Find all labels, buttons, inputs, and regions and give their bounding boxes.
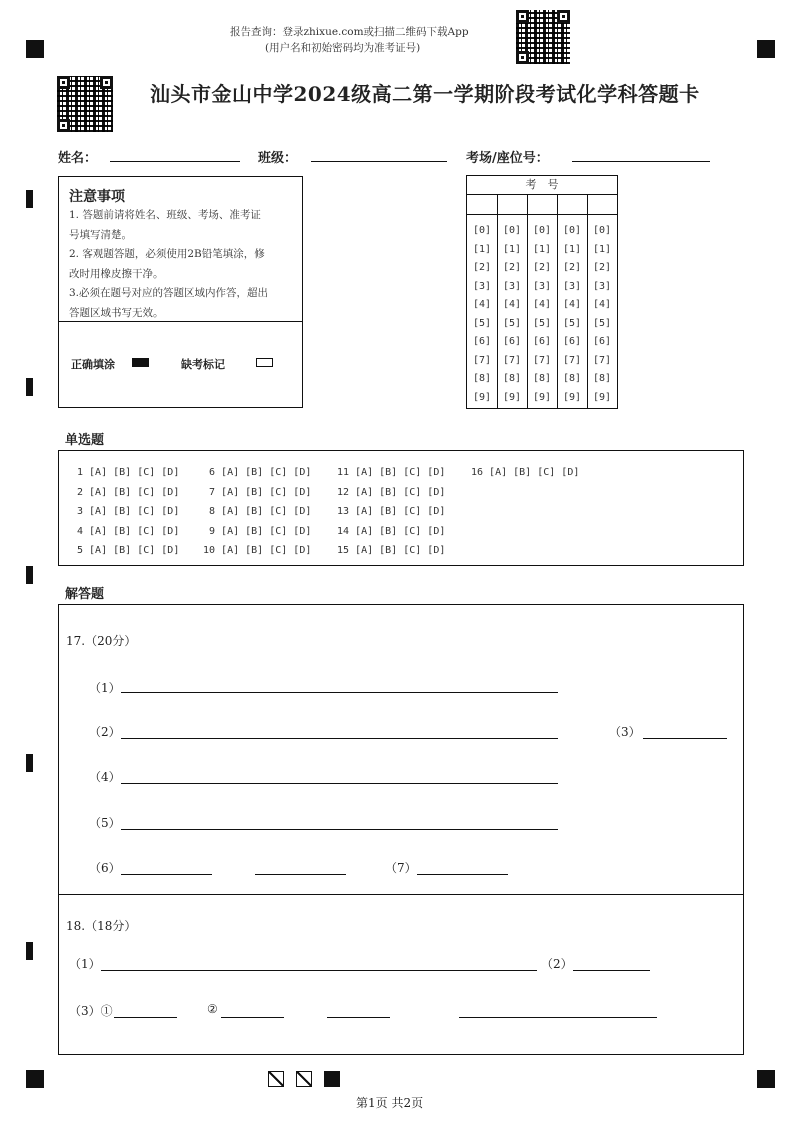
exam-digit-bubble[interactable]: [1] [592, 243, 612, 255]
page-title: 汕头市金山中学2024级高二第一学期阶段考试化学科答题卡 [150, 82, 700, 106]
notice-line: 2. 客观题答题，必须使用2B铅笔填涂，修 [69, 248, 265, 260]
exam-digit-bubble[interactable]: [1] [472, 243, 492, 255]
q17-part-6-answer-line-a[interactable] [121, 874, 212, 875]
exam-digit-bubble[interactable]: [9] [592, 391, 612, 403]
q18-part-3-4-answer-line[interactable] [459, 1017, 657, 1018]
q17-part-5-label: （5） [89, 816, 121, 830]
timing-mark [26, 942, 33, 960]
exam-digit-bubble[interactable]: [0] [502, 225, 522, 236]
mc-question-row[interactable]: 11 [A] [B] [C] [D] [337, 467, 446, 478]
exam-digit-bubble[interactable]: [8] [502, 373, 522, 384]
page-type-mark-filled [324, 1071, 340, 1087]
exam-digit-bubble[interactable]: [7] [592, 354, 612, 366]
mc-question-row[interactable]: 2 [A] [B] [C] [D] [77, 486, 180, 498]
q17-part-7-answer-line[interactable] [417, 874, 508, 875]
exam-digit-bubble[interactable]: [8] [532, 373, 552, 384]
q18-part-2-answer-line[interactable] [573, 970, 650, 971]
notice-line: 答题区域书写无效。 [69, 306, 164, 319]
mc-question-row[interactable]: 3 [A] [B] [C] [D] [77, 506, 180, 517]
page-type-mark-hatched [268, 1071, 284, 1087]
notice-line: 号填写清楚。 [69, 228, 132, 241]
mc-column-4 [471, 463, 579, 483]
exam-digit-bubble[interactable]: [1] [562, 243, 582, 255]
absent-mark-label: 缺考标记 [181, 358, 225, 371]
exam-digit-bubble[interactable]: [3] [472, 280, 492, 292]
timing-mark [26, 566, 33, 584]
mc-question-row[interactable]: 6 [A] [B] [C] [D] [203, 467, 312, 478]
exam-digit-bubble[interactable]: [0] [472, 225, 492, 236]
q17-part-2-label: （2） [89, 725, 121, 739]
seat-field[interactable] [572, 161, 710, 162]
notice-line: 1. 答题前请将姓名、班级、考场、准考证 [69, 209, 261, 221]
exam-digit-bubble[interactable]: [6] [502, 336, 522, 347]
exam-digit-column [467, 222, 497, 407]
q17-part-7-label: （7） [385, 861, 417, 875]
name-label: 姓名： [58, 151, 98, 166]
credentials-note: (用户名和初始密码均为准考证号) [265, 42, 421, 54]
notice-line: 改时用橡皮擦干净。 [69, 267, 164, 280]
exam-digit-bubble[interactable]: [6] [472, 336, 492, 347]
q18-header: 18.（18分） [66, 919, 137, 933]
mc-question-row[interactable]: 13 [A] [B] [C] [D] [337, 506, 446, 517]
page-type-mark-hatched [296, 1071, 312, 1087]
mc-column-2 [203, 463, 311, 561]
q18-part-3-2-label: ② [207, 1002, 218, 1016]
q18-part-2-label: （2） [541, 957, 573, 971]
exam-digit-bubble[interactable]: [8] [472, 373, 492, 384]
exam-digit-bubble[interactable]: [9] [472, 391, 492, 403]
exam-digit-bubble[interactable]: [4] [562, 299, 582, 310]
mc-column-1 [77, 463, 179, 561]
exam-digit-bubble[interactable]: [5] [592, 317, 612, 329]
mc-column-3 [337, 463, 445, 561]
q17-part-2-answer-line[interactable] [121, 738, 558, 739]
registration-mark-top-right [757, 40, 775, 58]
q17-part-4-answer-line[interactable] [121, 783, 558, 784]
registration-mark-bottom-right [757, 1070, 775, 1088]
exam-digit-bubble[interactable]: [3] [562, 280, 582, 292]
exam-digit-column [527, 222, 557, 407]
exam-digit-bubble[interactable]: [0] [532, 225, 552, 236]
exam-digit-bubble[interactable]: [7] [532, 354, 552, 366]
notice-divider [59, 321, 302, 322]
mc-question-row[interactable]: 10 [A] [B] [C] [D] [203, 545, 312, 556]
exam-digit-bubble[interactable]: [6] [562, 336, 582, 347]
correct-fill-label: 正确填涂 [71, 358, 115, 371]
registration-mark-top-left [26, 40, 44, 58]
single-choice-box [58, 450, 744, 566]
exam-digit-bubble[interactable]: [9] [502, 391, 522, 403]
exam-digit-bubble[interactable]: [8] [562, 373, 582, 384]
exam-digit-bubble[interactable]: [5] [562, 317, 582, 329]
mc-question-row[interactable]: 7 [A] [B] [C] [D] [203, 486, 312, 498]
exam-digit-bubble[interactable]: [3] [592, 280, 612, 292]
q17-part-6-label: （6） [89, 861, 121, 875]
q17-part-3-label: （3） [609, 725, 641, 739]
q18-part-1-label: （1） [69, 957, 101, 971]
single-choice-title: 单选题 [65, 433, 105, 448]
mc-question-row[interactable]: 1 [A] [B] [C] [D] [77, 467, 180, 478]
q18-part-3-3-answer-line[interactable] [327, 1017, 390, 1018]
exam-digit-column [557, 222, 587, 407]
mc-question-row[interactable]: 15 [A] [B] [C] [D] [337, 545, 446, 556]
exam-digit-bubble[interactable]: [7] [472, 354, 492, 366]
exam-number-title: 考 号 [525, 178, 559, 191]
q17-header: 17.（20分） [66, 634, 137, 648]
mc-question-row[interactable]: 12 [A] [B] [C] [D] [337, 486, 446, 498]
exam-digit-bubble[interactable]: [9] [562, 391, 582, 403]
mc-question-row[interactable]: 4 [A] [B] [C] [D] [77, 525, 180, 537]
answer-section-box [58, 604, 744, 1055]
exam-digit-bubble[interactable]: [7] [562, 354, 582, 366]
absent-mark-box[interactable] [256, 358, 273, 367]
exam-digit-bubble[interactable]: [0] [562, 225, 582, 236]
exam-digit-bubble[interactable]: [5] [472, 317, 492, 329]
q18-part-1-answer-line[interactable] [101, 970, 537, 971]
exam-digit-bubble[interactable]: [2] [472, 262, 492, 273]
q17-q18-divider [59, 894, 743, 895]
download-qr-code [516, 10, 570, 64]
timing-mark [26, 190, 33, 208]
exam-digit-bubble[interactable]: [0] [592, 225, 612, 236]
exam-digit-bubble[interactable]: [1] [502, 243, 522, 255]
mc-question-row[interactable]: 16 [A] [B] [C] [D] [471, 467, 580, 478]
q17-part-6-answer-line-b[interactable] [255, 874, 346, 875]
exam-digit-bubble[interactable]: [4] [532, 299, 552, 310]
page-number: 第1页 共2页 [356, 1096, 424, 1110]
exam-digit-bubble[interactable]: [1] [532, 243, 552, 255]
q17-part-3-answer-line[interactable] [643, 738, 727, 739]
mc-question-row[interactable]: 14 [A] [B] [C] [D] [337, 525, 446, 537]
mc-question-row[interactable]: 9 [A] [B] [C] [D] [203, 525, 312, 537]
name-field[interactable] [110, 161, 240, 162]
exam-digit-bubble[interactable]: [5] [502, 317, 522, 329]
notice-box [58, 176, 303, 408]
q17-part-1-answer-line[interactable] [121, 692, 558, 693]
exam-digit-column [587, 222, 617, 407]
class-field[interactable] [311, 161, 447, 162]
exam-digit-bubble[interactable]: [3] [502, 280, 522, 292]
seat-label: 考场/座位号： [466, 151, 549, 166]
exam-digit-bubble[interactable]: [3] [532, 280, 552, 292]
notice-title: 注意事项 [69, 189, 125, 205]
sheet-qr-code [57, 76, 113, 132]
class-label: 班级： [258, 151, 298, 166]
exam-digit-bubble[interactable]: [2] [532, 262, 552, 273]
exam-digit-bubble[interactable]: [8] [592, 373, 612, 384]
exam-digit-bubble[interactable]: [9] [532, 391, 552, 403]
exam-digit-bubble[interactable]: [5] [532, 317, 552, 329]
exam-digit-bubble[interactable]: [2] [502, 262, 522, 273]
exam-digit-bubble[interactable]: [6] [592, 336, 612, 347]
exam-digit-bubble[interactable]: [7] [502, 354, 522, 366]
exam-digit-bubble[interactable]: [6] [532, 336, 552, 347]
q18-part-3-label: （3）① [69, 1004, 113, 1018]
exam-digit-bubble[interactable]: [4] [592, 299, 612, 310]
exam-digit-bubble[interactable]: [2] [562, 262, 582, 273]
exam-number-grid [466, 175, 618, 409]
q17-part-4-label: （4） [89, 770, 121, 784]
mc-question-row[interactable]: 8 [A] [B] [C] [D] [203, 506, 312, 517]
exam-digit-bubble[interactable]: [2] [592, 262, 612, 273]
exam-digit-column [497, 222, 527, 407]
report-query-note: 报告查询：登录zhixue.com或扫描二维码下载App [230, 26, 469, 38]
q17-part-1-label: （1） [89, 681, 121, 695]
timing-mark [26, 378, 33, 396]
correct-fill-sample [132, 358, 149, 367]
q18-part-3-2-answer-line[interactable] [221, 1017, 284, 1018]
exam-digit-bubble[interactable]: [4] [502, 299, 522, 310]
notice-line: 3.必须在题号对应的答题区域内作答，超出 [69, 287, 269, 299]
timing-mark [26, 754, 33, 772]
answer-section-title: 解答题 [65, 587, 105, 602]
notice-list [69, 206, 299, 323]
registration-mark-bottom-left [26, 1070, 44, 1088]
exam-digit-bubble[interactable]: [4] [472, 299, 492, 310]
q17-part-5-answer-line[interactable] [121, 829, 558, 830]
q18-part-3-1-answer-line[interactable] [114, 1017, 177, 1018]
mc-question-row[interactable]: 5 [A] [B] [C] [D] [77, 545, 180, 556]
